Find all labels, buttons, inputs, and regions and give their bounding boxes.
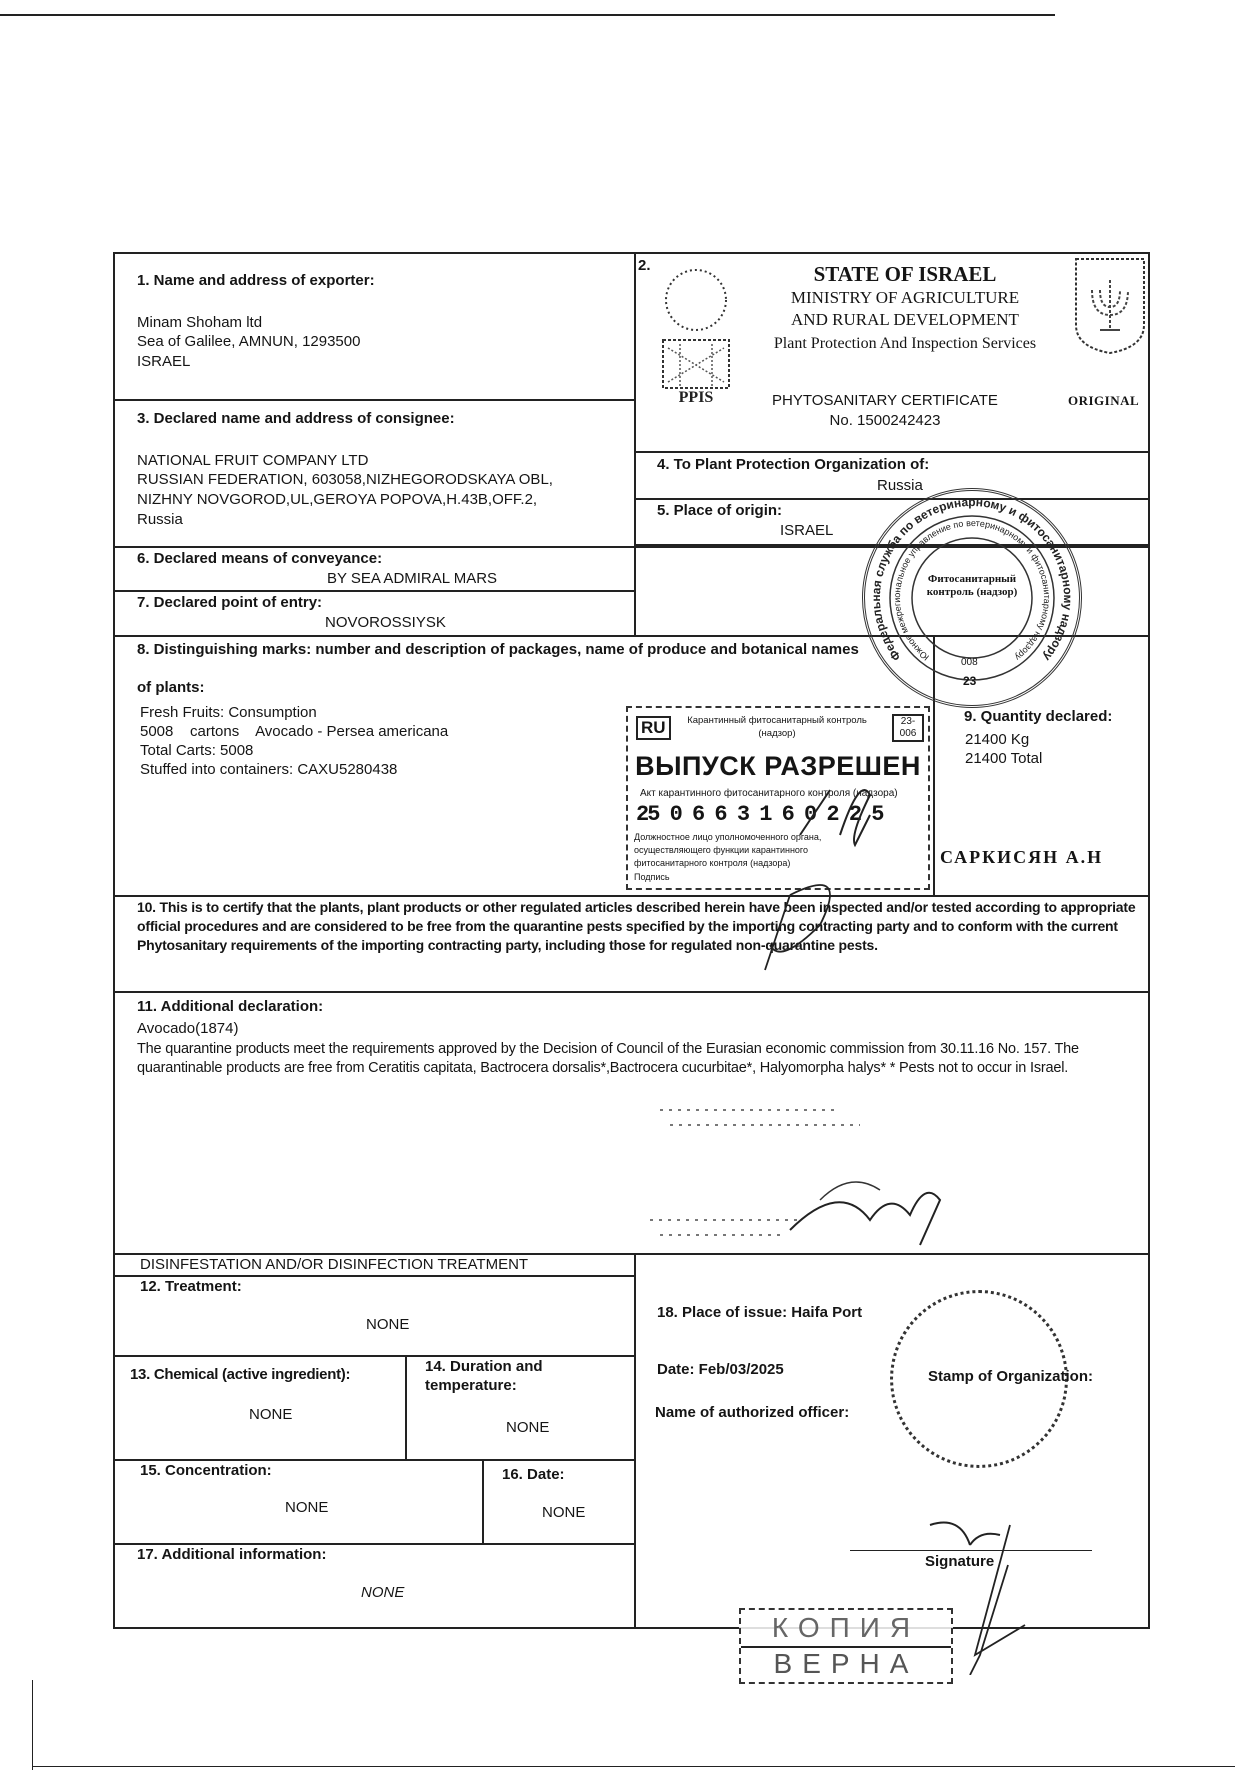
entry-value: NOVOROSSIYSK (325, 614, 446, 631)
consignee-label: 3. Declared name and address of consignee: (137, 410, 455, 427)
divider (482, 1459, 484, 1543)
place-of-issue: 18. Place of issue: Haifa Port (657, 1304, 863, 1321)
doc-number: No. 1500242423 (829, 412, 941, 429)
exporter-line: ISRAEL (137, 353, 191, 370)
stamp-official-name: САРКИСЯН А.Н (940, 847, 1104, 867)
quantity-kg: 21400 Kg (965, 731, 1030, 748)
concentration-label: 15. Concentration: (140, 1462, 272, 1479)
divider (113, 1459, 635, 1461)
ppo-label: 4. To Plant Protection Organization of: (657, 456, 930, 473)
divider (635, 451, 1150, 453)
exporter-line: Minam Shoham ltd (137, 314, 263, 331)
faded-stamp-signature (640, 1070, 980, 1250)
additional-declaration-text: The quarantine products meet the requirements approved by the Decision of Council of the Eurasian economic commission from 30.11.16 No. 157. The quarantinable products are free from Ceratitis capitata, Bactrocera dorsalis*,Bactrocera cucurbitae*, Halyomorpha halys* * Pests not to occur in Israel. (137, 1041, 1079, 1076)
marks-line: Total Carts: 5008 (140, 742, 254, 759)
divider (113, 1543, 635, 1545)
copy-stamp-line2: ВЕРНА (773, 1648, 919, 1679)
center-divider-top (634, 252, 636, 635)
inspector-signature (760, 775, 960, 975)
stamp-official-line3: фитосанитарного контроля (надзора) (634, 858, 791, 868)
marks-line: 5008 cartons Avocado - Persea americana (140, 723, 449, 740)
doc-title: PHYTOSANITARY CERTIFICATE (772, 392, 998, 409)
stamp-title: Карантинный фитосанитарный контроль (надзор) (687, 715, 867, 739)
service-name: Plant Protection And Inspection Services (773, 335, 1037, 352)
stamp-act-number: 25 0 6 6 3 1 6 0 2 2 5 (636, 802, 883, 827)
divider (113, 991, 1150, 993)
round-stamp-center-text: Фитосанитарный контроль (надзор) (926, 573, 1018, 598)
round-stamp-code1: 008 (961, 657, 978, 668)
additional-declaration-label: 11. Additional declaration: (137, 998, 324, 1015)
marks-label: 8. Distinguishing marks: number and description of packages, name of produce and botanical names (137, 641, 859, 658)
round-stamp-outer-text: Федеральная служба по ветеринарному и фитосанитарному надзору (868, 494, 1076, 664)
form-right-border (1148, 252, 1150, 1628)
marks-line: Stuffed into containers: CAXU5280438 (140, 761, 398, 778)
entry-label: 7. Declared point of entry: (137, 594, 323, 611)
exporter-line: Sea of Galilee, AMNUN, 1293500 (137, 333, 361, 350)
svg-text:PPIS: PPIS (678, 389, 714, 406)
header-field-number: 2. (638, 257, 651, 274)
round-stamp-inner-text: Южное межрегиональное управление по ветеринарному и фитосанитарному надзору (891, 517, 1053, 663)
consignee-line: Russia (137, 511, 183, 528)
round-stamp-code2: 23 (963, 674, 977, 688)
stamp-official-line1: Должностное лицо уполномоченного органа, (634, 832, 822, 842)
ministry-line2: AND RURAL DEVELOPMENT (791, 310, 1019, 329)
certified-copy-stamp (739, 1608, 953, 1684)
treatment-date-label: 16. Date: (502, 1466, 565, 1483)
ppo-value: Russia (877, 477, 923, 494)
israel-emblem (1070, 255, 1150, 355)
exporter-label: 1. Name and address of exporter: (137, 272, 375, 289)
scan-top-line (0, 14, 1055, 16)
treatment-value: NONE (366, 1316, 410, 1333)
form-top-border (113, 252, 1150, 254)
center-divider-bottom (634, 1253, 636, 1627)
treatment-date-value: NONE (542, 1504, 586, 1521)
russian-customs-round-stamp (862, 488, 1082, 708)
stamp-of-organization-label: Stamp of Organization: (928, 1368, 1093, 1385)
consignee-line: NIZHNY NOVGOROD,UL,GEROYA POPOVA,H.43B,OFF.2, (137, 491, 538, 508)
stamp-official-line2: осуществляющего функции карантинного (634, 845, 809, 855)
additional-info-value: NONE (361, 1584, 405, 1601)
stamp-signature-label: Подпись (634, 872, 670, 882)
additional-declaration-code: Avocado(1874) (137, 1020, 239, 1037)
original-label: ORIGINAL (1068, 393, 1140, 408)
conveyance-value: BY SEA ADMIRAL MARS (327, 570, 498, 587)
additional-info-label: 17. Additional information: (137, 1546, 327, 1563)
certification-text: 10. This is to certify that the plants, plant products or other regulated articles described herein have been inspected and/or tested according to appropriate official procedures and are considered to be free from the quarantine pests specified by the importing contracting party and to conform with the current Phytosanitary requirements of the importing contracting party, including those for regulated non-quarantine pests. (137, 899, 1136, 953)
ministry-line1: MINISTRY OF AGRICULTURE (790, 288, 1020, 307)
copy-stamp-line1: КОПИЯ (771, 1612, 921, 1643)
ppis-logo (660, 262, 732, 412)
duration-label: 14. Duration and (425, 1358, 543, 1375)
stamp-country-code: RU (636, 716, 671, 740)
marks-line: Fresh Fruits: Consumption (140, 704, 317, 721)
duration-value: NONE (506, 1419, 550, 1436)
country-title: STATE OF ISRAEL (813, 262, 997, 286)
divider (113, 895, 1150, 897)
issue-date: Date: Feb/03/2025 (657, 1361, 784, 1378)
consignee-line: NATIONAL FRUIT COMPANY LTD (137, 452, 369, 469)
conveyance-label: 6. Declared means of conveyance: (137, 550, 383, 567)
treatment-label: 12. Treatment: (140, 1278, 242, 1295)
stamp-status: ВЫПУСК РАЗРЕШЕН (635, 751, 921, 781)
consignee-line: RUSSIAN FEDERATION, 603058,NIZHEGORODSKAYA OBL, (137, 471, 553, 488)
chemical-label: 13. Chemical (active ingredient): (130, 1366, 351, 1383)
divider (113, 1355, 635, 1357)
divider (405, 1355, 407, 1459)
form-left-border (113, 252, 115, 1628)
origin-value: ISRAEL (780, 522, 834, 539)
concentration-value: NONE (285, 1499, 329, 1516)
stamp-code: 23-006 (892, 714, 924, 742)
scan-bottom-line (32, 1766, 1235, 1767)
duration-label-cont: temperature: (425, 1377, 517, 1394)
quantity-label: 9. Quantity declared: (964, 708, 1113, 725)
chemical-value: NONE (249, 1406, 293, 1423)
treatment-header: DISINFESTATION AND/OR DISINFECTION TREATMENT (140, 1256, 529, 1273)
marks-label-cont: of plants: (137, 679, 205, 696)
scan-left-line (32, 1680, 33, 1770)
divider (113, 590, 635, 592)
authorized-officer-label: Name of authorized officer: (655, 1404, 850, 1421)
divider (113, 399, 635, 401)
quantity-total: 21400 Total (965, 750, 1043, 767)
divider (113, 1275, 635, 1277)
stamp-act-label: Акт карантинного фитосанитарного контроля (надзора) (640, 788, 898, 799)
origin-label: 5. Place of origin: (657, 502, 783, 519)
signature-label: Signature (925, 1553, 995, 1570)
